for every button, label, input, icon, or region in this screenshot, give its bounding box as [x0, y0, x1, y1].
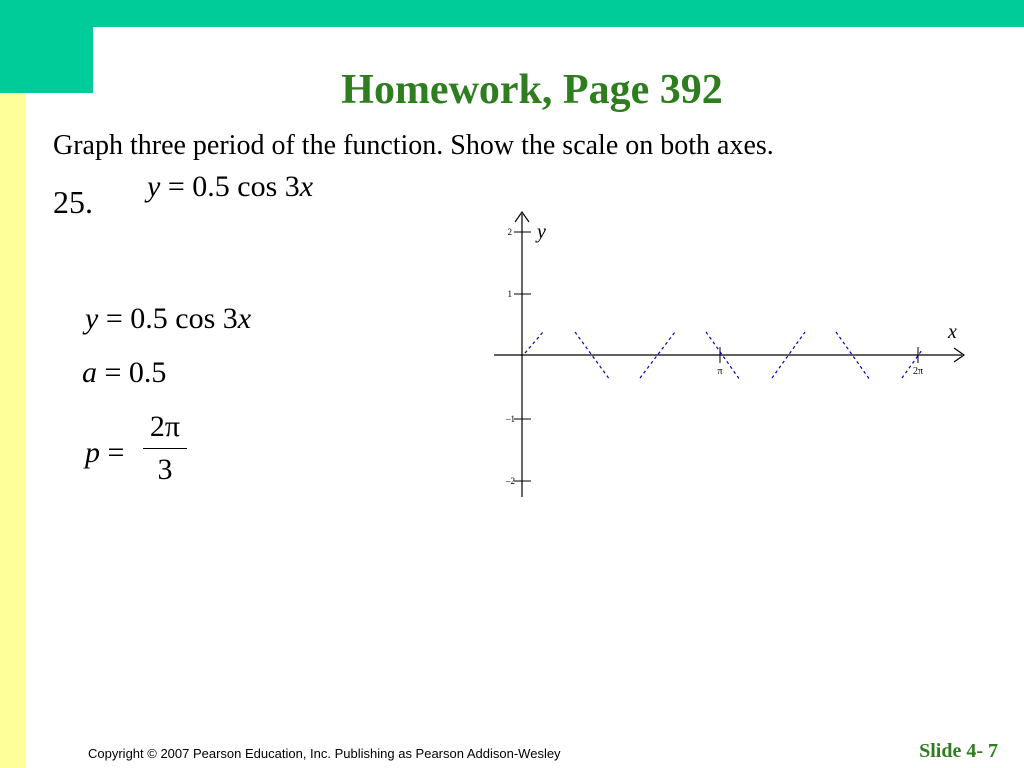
step-eq-rhs: = 0.5 cos 3: [98, 302, 238, 335]
instruction-text: Graph three period of the function. Show the scale on both axes.: [53, 130, 774, 161]
step-eq-lhs: y: [85, 302, 99, 335]
problem-number: 25.: [53, 184, 93, 220]
y-tick-label-1: 1: [507, 289, 512, 299]
amplitude-label: a: [82, 356, 97, 389]
y-axis-label: y: [537, 221, 546, 243]
eq-lhs: y: [147, 170, 161, 203]
curve-segment: [706, 332, 740, 380]
eq-var: x: [299, 170, 314, 203]
period-equals: =: [100, 436, 125, 469]
eq-rhs: = 0.5 cos 3: [160, 170, 300, 203]
copyright-footer: Copyright © 2007 Pearson Education, Inc. Publishing as Pearson Addison-Wesley: [88, 746, 561, 761]
period-denominator: 3: [157, 453, 173, 486]
slide-number: Slide 4- 7: [919, 740, 998, 762]
x-axis-label: x: [948, 321, 957, 343]
curve-segment: [836, 332, 870, 380]
cosine-curve-segments: [525, 332, 922, 380]
period-numerator: 2π: [149, 410, 181, 443]
slide-title: Homework, Page 392: [341, 67, 723, 113]
y-tick-label-2: 2: [507, 227, 512, 237]
curve-segment: [525, 332, 543, 353]
x-tick-label-pi: π: [717, 366, 723, 377]
curve-segment: [575, 332, 610, 380]
period-label: p: [85, 436, 100, 469]
x-tick-label-2pi: 2π: [912, 366, 924, 377]
step-eq-var: x: [237, 302, 252, 335]
amplitude-value: = 0.5: [97, 356, 167, 389]
y-tick-label-neg2: –2: [506, 476, 515, 486]
y-tick-label-neg1: –1: [506, 414, 515, 424]
